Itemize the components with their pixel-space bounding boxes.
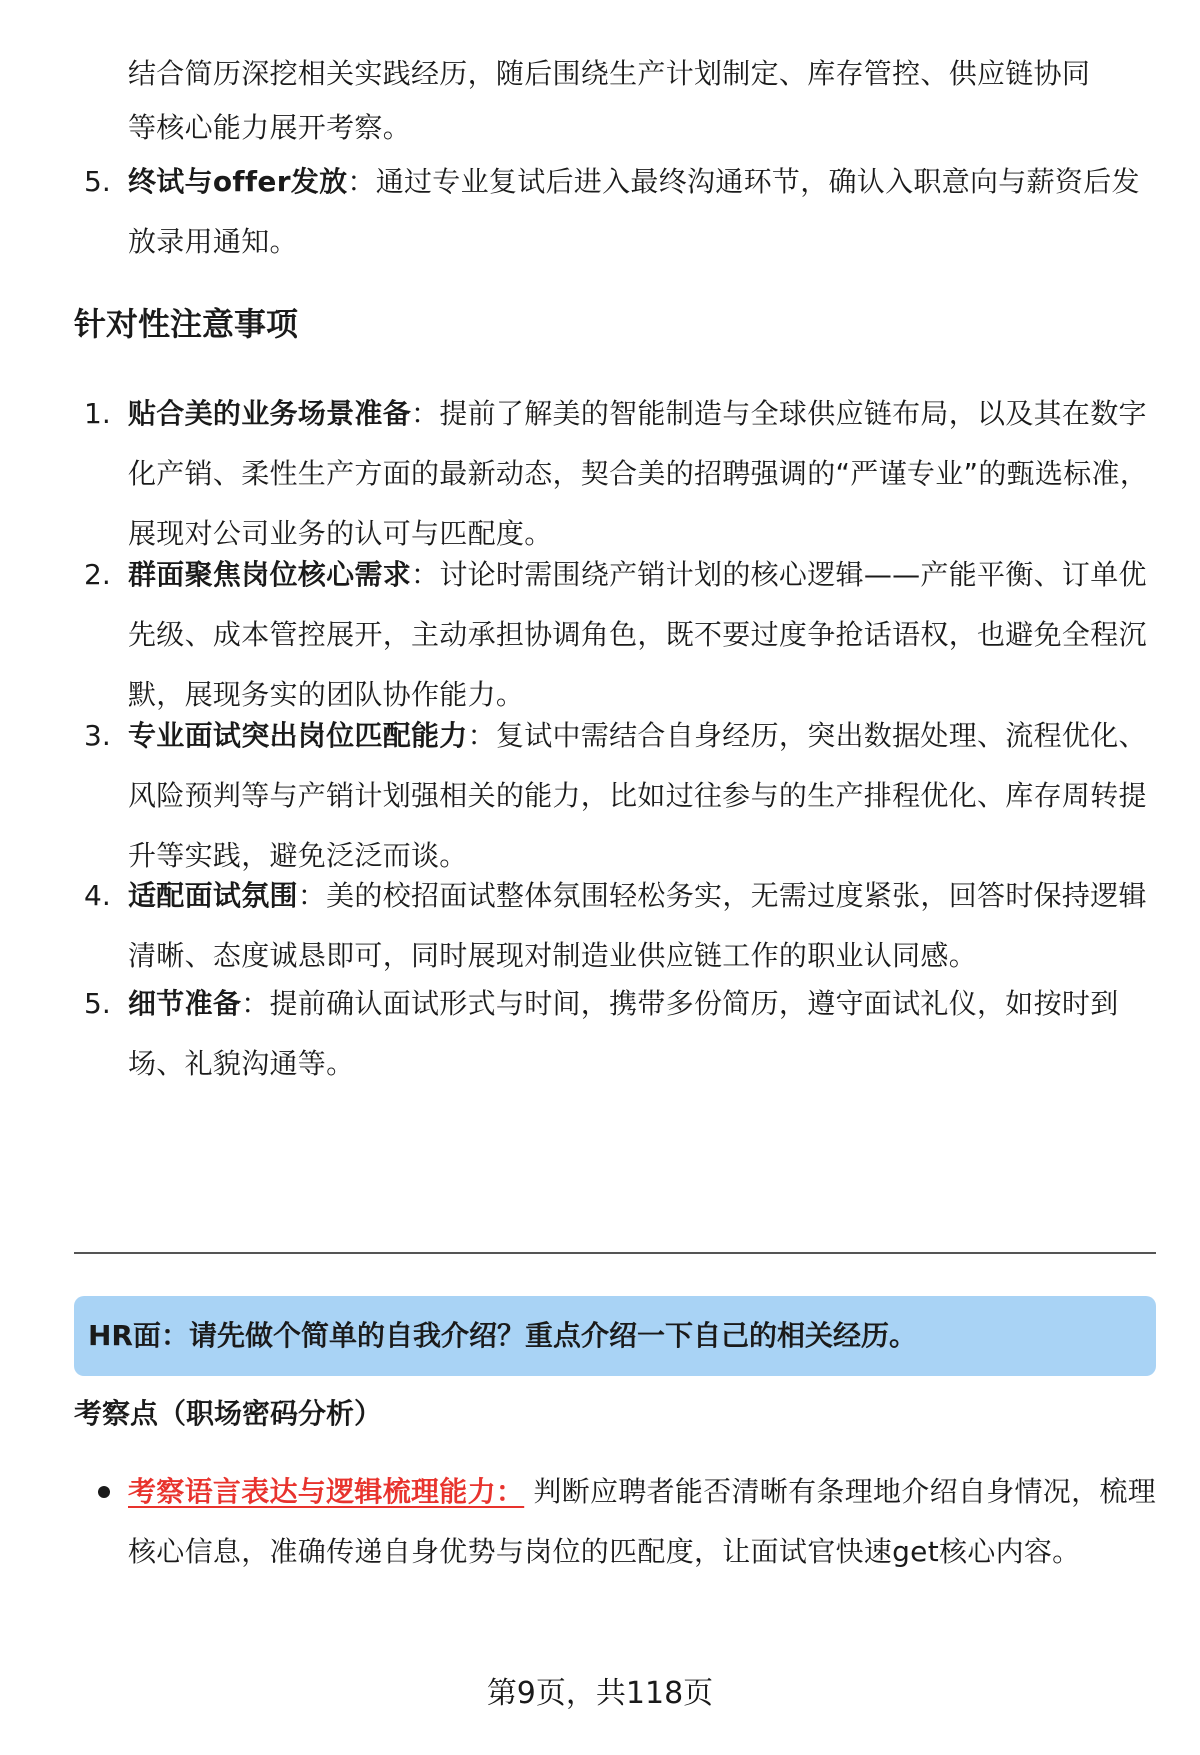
section-divider [74, 1252, 1156, 1254]
item-number: 5. [84, 987, 111, 1020]
item-text [128, 545, 1168, 725]
item-number: 5. [84, 165, 111, 198]
hr-question-text: HR面：请先做个简单的自我介绍？重点介绍一下自己的相关经历。 [88, 1319, 917, 1352]
analysis-bullet-label: 考察语言表达与逻辑梳理能力： [128, 1475, 525, 1508]
item-title: 适配面试氛围 [128, 879, 298, 912]
item-number: 1. [84, 397, 111, 430]
item-title: 专业面试突出岗位匹配能力 [128, 719, 468, 752]
analysis-heading: 考察点（职场密码分析） [74, 1397, 383, 1430]
item-text [128, 974, 1168, 1094]
item-number: 3. [84, 719, 111, 752]
analysis-bullet [128, 1462, 1168, 1582]
hr-question-box [74, 1296, 1156, 1376]
item-body: ：讨论时需围绕产销计划的核心逻辑——产能平衡、订单优先级、成本管控展开，主动承担协调角色，既不要过度争抢话语权，也避免全程沉默，展现务实的团队协作能力。 [128, 558, 1147, 711]
item-title: 群面聚焦岗位核心需求 [128, 558, 412, 591]
item-title: 细节准备 [128, 987, 242, 1020]
item-body: ：通过专业复试后进入最终沟通环节，确认入职意向与薪资后发放录用通知。 [128, 165, 1140, 258]
analysis-bullet-body: 判断应聘者能否清晰有条理地介绍自身情况，梳理核心信息，准确传递自身优势与岗位的匹配度，让面试官快速get核心内容。 [128, 1475, 1157, 1568]
item-text [128, 152, 1168, 272]
item-text [128, 866, 1168, 986]
item-title: 终试与offer发放 [128, 165, 348, 198]
section-heading: 针对性注意事项 [74, 305, 299, 343]
page-footer: 第9页，共118页 [486, 1676, 714, 1711]
item-number: 2. [84, 558, 111, 591]
item-number: 4. [84, 879, 111, 912]
item-text [128, 384, 1168, 564]
intro-line-2: 等核心能力展开考察。 [128, 111, 412, 144]
bullet-dot-icon [98, 1486, 110, 1498]
item-body: ：提前了解美的智能制造与全球供应链布局，以及其在数字化产销、柔性生产方面的最新动态，契合美的招聘强调的“严谨专业”的甄选标准，展现对公司业务的认可与匹配度。 [128, 397, 1149, 550]
item-body: ：提前确认面试形式与时间，携带多份简历，遵守面试礼仪，如按时到场、礼貌沟通等。 [128, 987, 1119, 1080]
item-title: 贴合美的业务场景准备 [128, 397, 412, 430]
intro-line-1: 结合简历深挖相关实践经历，随后围绕生产计划制定、库存管控、供应链协同 [128, 57, 1091, 90]
item-body: ：美的校招面试整体氛围轻松务实，无需过度紧张，回答时保持逻辑清晰、态度诚恳即可，同时展现对制造业供应链工作的职业认同感。 [128, 879, 1147, 972]
item-body: ：复试中需结合自身经历，突出数据处理、流程优化、风险预判等与产销计划强相关的能力，比如过往参与的生产排程优化、库存周转提升等实践，避免泛泛而谈。 [128, 719, 1147, 872]
item-text [128, 706, 1168, 886]
